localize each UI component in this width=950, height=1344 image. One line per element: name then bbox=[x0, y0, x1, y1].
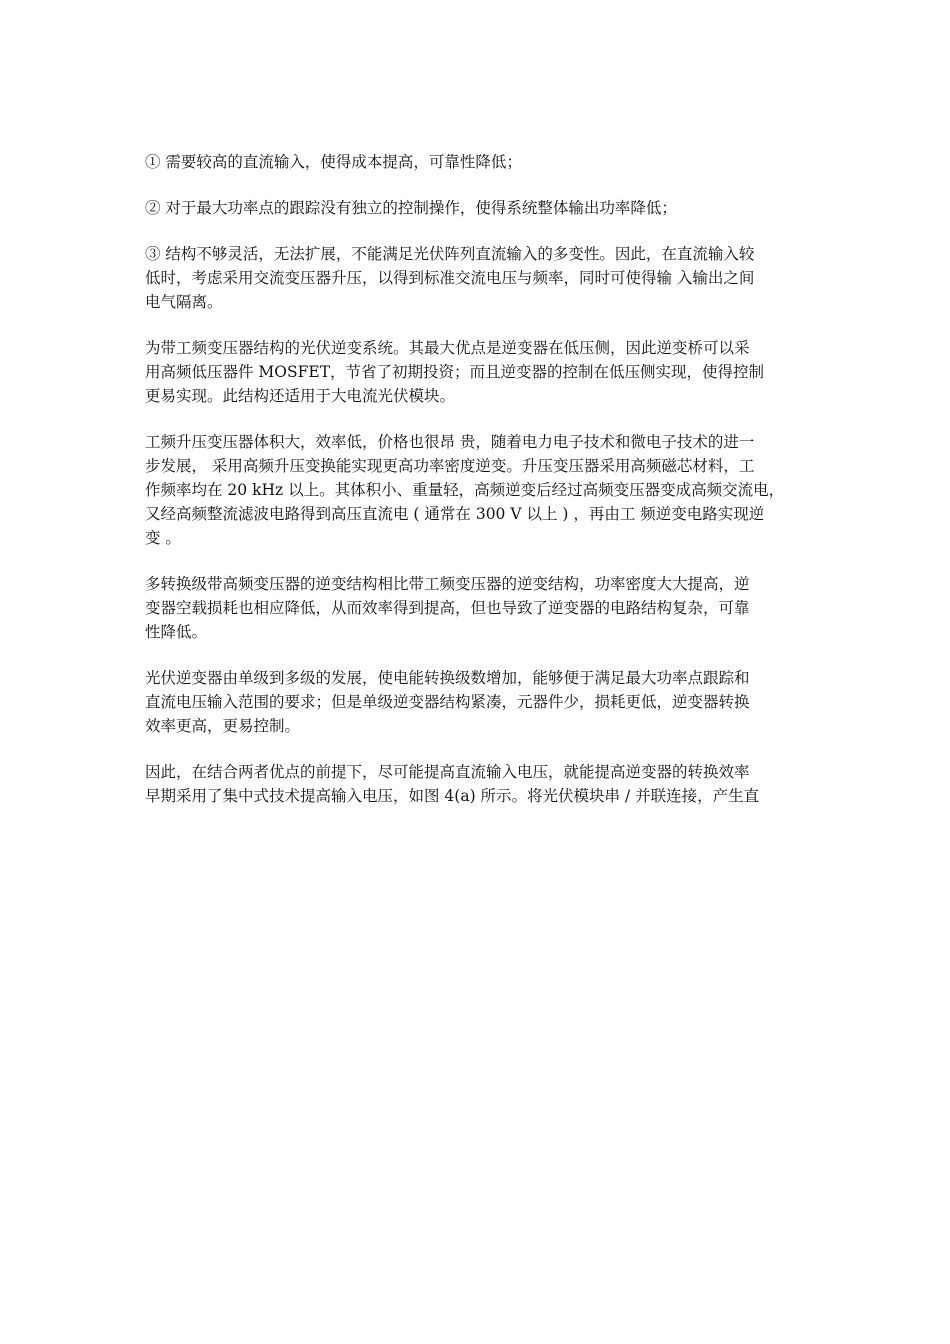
text-line: 效率更高，更易控制。 bbox=[145, 717, 301, 735]
text-line: ① 需要较高的直流输入，使得成本提高，可靠性降低； bbox=[145, 153, 522, 171]
paragraph-7 bbox=[145, 666, 810, 738]
paragraph-3 bbox=[145, 242, 810, 314]
text-line: 性降低。 bbox=[145, 623, 208, 641]
text-line: 电气隔离。 bbox=[145, 293, 223, 311]
text-line: 早期采用了集中式技术提高输入电压，如图 4(a) 所示。将光伏模块串 / 并联连接，产生直 bbox=[145, 787, 760, 805]
paragraph-1 bbox=[145, 150, 810, 174]
text-line: 为带工频变压器结构的光伏逆变系统。其最大优点是逆变器在低压侧，因此逆变桥可以采 bbox=[145, 339, 750, 357]
paragraph-4 bbox=[145, 336, 810, 408]
text-line: 光伏逆变器由单级到多级的发展，使电能转换级数增加，能够便于满足最大功率点跟踪和 bbox=[145, 669, 750, 687]
text-line: 工频升压变压器体积大，效率低，价格也很昂 贵，随着电力电子技术和微电子技术的进一 bbox=[145, 433, 755, 451]
text-line: 多转换级带高频变压器的逆变结构相比带工频变压器的逆变结构，功率密度大大提高，逆 bbox=[145, 575, 750, 593]
text-line: 用高频低压器件 MOSFET，节省了初期投资；而且逆变器的控制在低压侧实现，使得控制 bbox=[145, 363, 765, 381]
text-line: 变 。 bbox=[145, 529, 181, 547]
text-line: ② 对于最大功率点的跟踪没有独立的控制操作，使得系统整体输出功率降低； bbox=[145, 199, 677, 217]
paragraph-8 bbox=[145, 760, 810, 808]
text-line: 步发展， 采用高频升压变换能实现更高功率密度逆变。升压变压器采用高频磁芯材料，工 bbox=[145, 457, 755, 475]
text-line: 变器空载损耗也相应降低，从而效率得到提高，但也导致了逆变器的电路结构复杂，可靠 bbox=[145, 599, 750, 617]
paragraph-2 bbox=[145, 196, 810, 220]
text-line: 更易实现。此结构还适用于大电流光伏模块。 bbox=[145, 387, 456, 405]
document-body bbox=[145, 150, 810, 830]
text-line: 因此，在结合两者优点的前提下，尽可能提高直流输入电压，就能提高逆变器的转换效率 bbox=[145, 763, 750, 781]
text-line: 作频率均在 20 kHz 以上。其体积小、重量轻，高频逆变后经过高频变压器变成高频交流电， bbox=[145, 481, 785, 499]
text-line: 又经高频整流滤波电路得到高压直流电 ( 通常在 300 V 以上 ) ，再由工 频逆变电路实现逆 bbox=[145, 505, 765, 523]
paragraph-5 bbox=[145, 430, 810, 550]
paragraph-6 bbox=[145, 572, 810, 644]
text-line: 低时，考虑采用交流变压器升压，以得到标准交流电压与频率，同时可使得输 入输出之间 bbox=[145, 269, 755, 287]
text-line: ③ 结构不够灵活，无法扩展，不能满足光伏阵列直流输入的多变性。因此，在直流输入较 bbox=[145, 245, 755, 263]
text-line: 直流电压输入范围的要求；但是单级逆变器结构紧凑，元器件少，损耗更低，逆变器转换 bbox=[145, 693, 750, 711]
